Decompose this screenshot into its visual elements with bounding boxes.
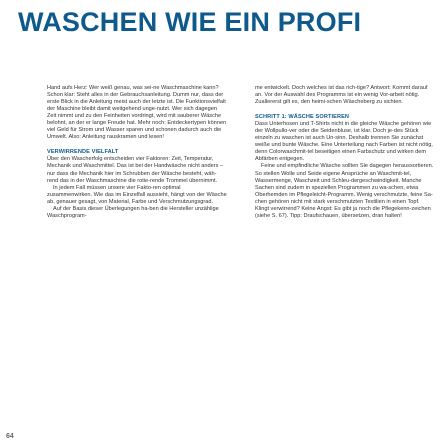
section-heading: VERWIRRENDE VIELFALT [47,149,119,156]
left-column [47,85,227,220]
body-paragraph: Über den Wascherfolg entscheiden vier Faktoren: Zeit, Temperatur, Mechanik und Waschmittel. Das ist bei der Handwäsche nicht anders – nur dass die Mechanik hier im Schrubben der Wäsche besteht, wäh-rend das in der Waschmaschine die rotie-rende Trommel übernimmt. [47,156,224,184]
body-paragraph: Dass Unterhosen und T-Shirts nicht in die gleiche Wäsche gehören wie der Wollpullo-ver oder die Seidenbluse, ist klar. Doch je-des Stück einzeln zu waschen ist auch Un-sinn. Deshalb trennen Sie zunächst weiße und bunte Wäsche. Eine Unterteilung nach Farben ist nicht nötig, denn Colorwaschmit-tel beseitigen einen Farbschutz und wirken dem Abfärben entgegen. [255,121,433,163]
body-paragraph: me entwickelt. Doch welches ist das rich-tige? Antwort: Kommt darauf an. Vor der Auswahl des Programms ist ein wenig Vor-arbeit nötig. Zuallererst gilt es, den heimi-schen Wäscheberg zu sichten. [255,85,428,106]
headline: WASCHEN WIE EIN PROFI [18,7,362,37]
right-column [255,85,435,220]
page-number: 64 [6,433,14,440]
body-paragraph: Feine und empfindliche Wäsche sollten Sie dagegen heraussortieren. So stellen Wolle und Seide eigene Ansprüche an Waschmit-tel, Wassermenge, Waschzeit und Schleu-dergeschwindigkeit. Manche Sachen sind zudem in speziellen Programmen zu wa-schen, etwa Oberhemden im Pflegeleicht-Programm. Wenig verschmutzte, feine Sa-chen gehören nicht mit stark verschmutzten Textilien in einen Topf. Klingt verwirrend? Keine Angst: Es gibt ja noch die Pflegekenn-zeichen (siehe S. 67). Tipp: Draufschauen, übersetzen, dran halten! [255,163,434,219]
body-paragraph: Auf der Basis dieser Überlegungen ha-ben die Hersteller unzählige Waschprogram- [47,205,219,219]
body-paragraph: In jedem Fall müssen unsere vier Fakto-ren optimal zusammenwirken. Wie das im Einzelfall aussieht, hängt von der Wäsche ab, genauer gesagt, von Material, Farbe und Verschmutzungsgrad. [47,184,227,205]
intro-paragraph: Hand aufs Herz: Wer weiß genau, was sei-ne Waschmaschine kann? Schon klar: Steht alles in der Gebrauchsanleitung. Dumm nur, dass der erste Blick in die Anleitung meist auch der letzte ist. Die Funktionsvielfalt der Maschine bleibt damit weitgehend unge-nutzt. Wer sich dagegen Zeit nimmt und zu den Feinheiten vordringt, wird mit sauberer Wäsche belohnt, an der er lange Freude hat. Mehr noch: Entdeckertypen können viel Geld für Strom und Wasser sparen und schonen dadurch auch die Umwelt. Also: Anleitung rauskramen und lesen! [47,85,227,141]
section-heading: SCHRITT 1: WÄSCHE SORTIEREN [255,114,350,121]
